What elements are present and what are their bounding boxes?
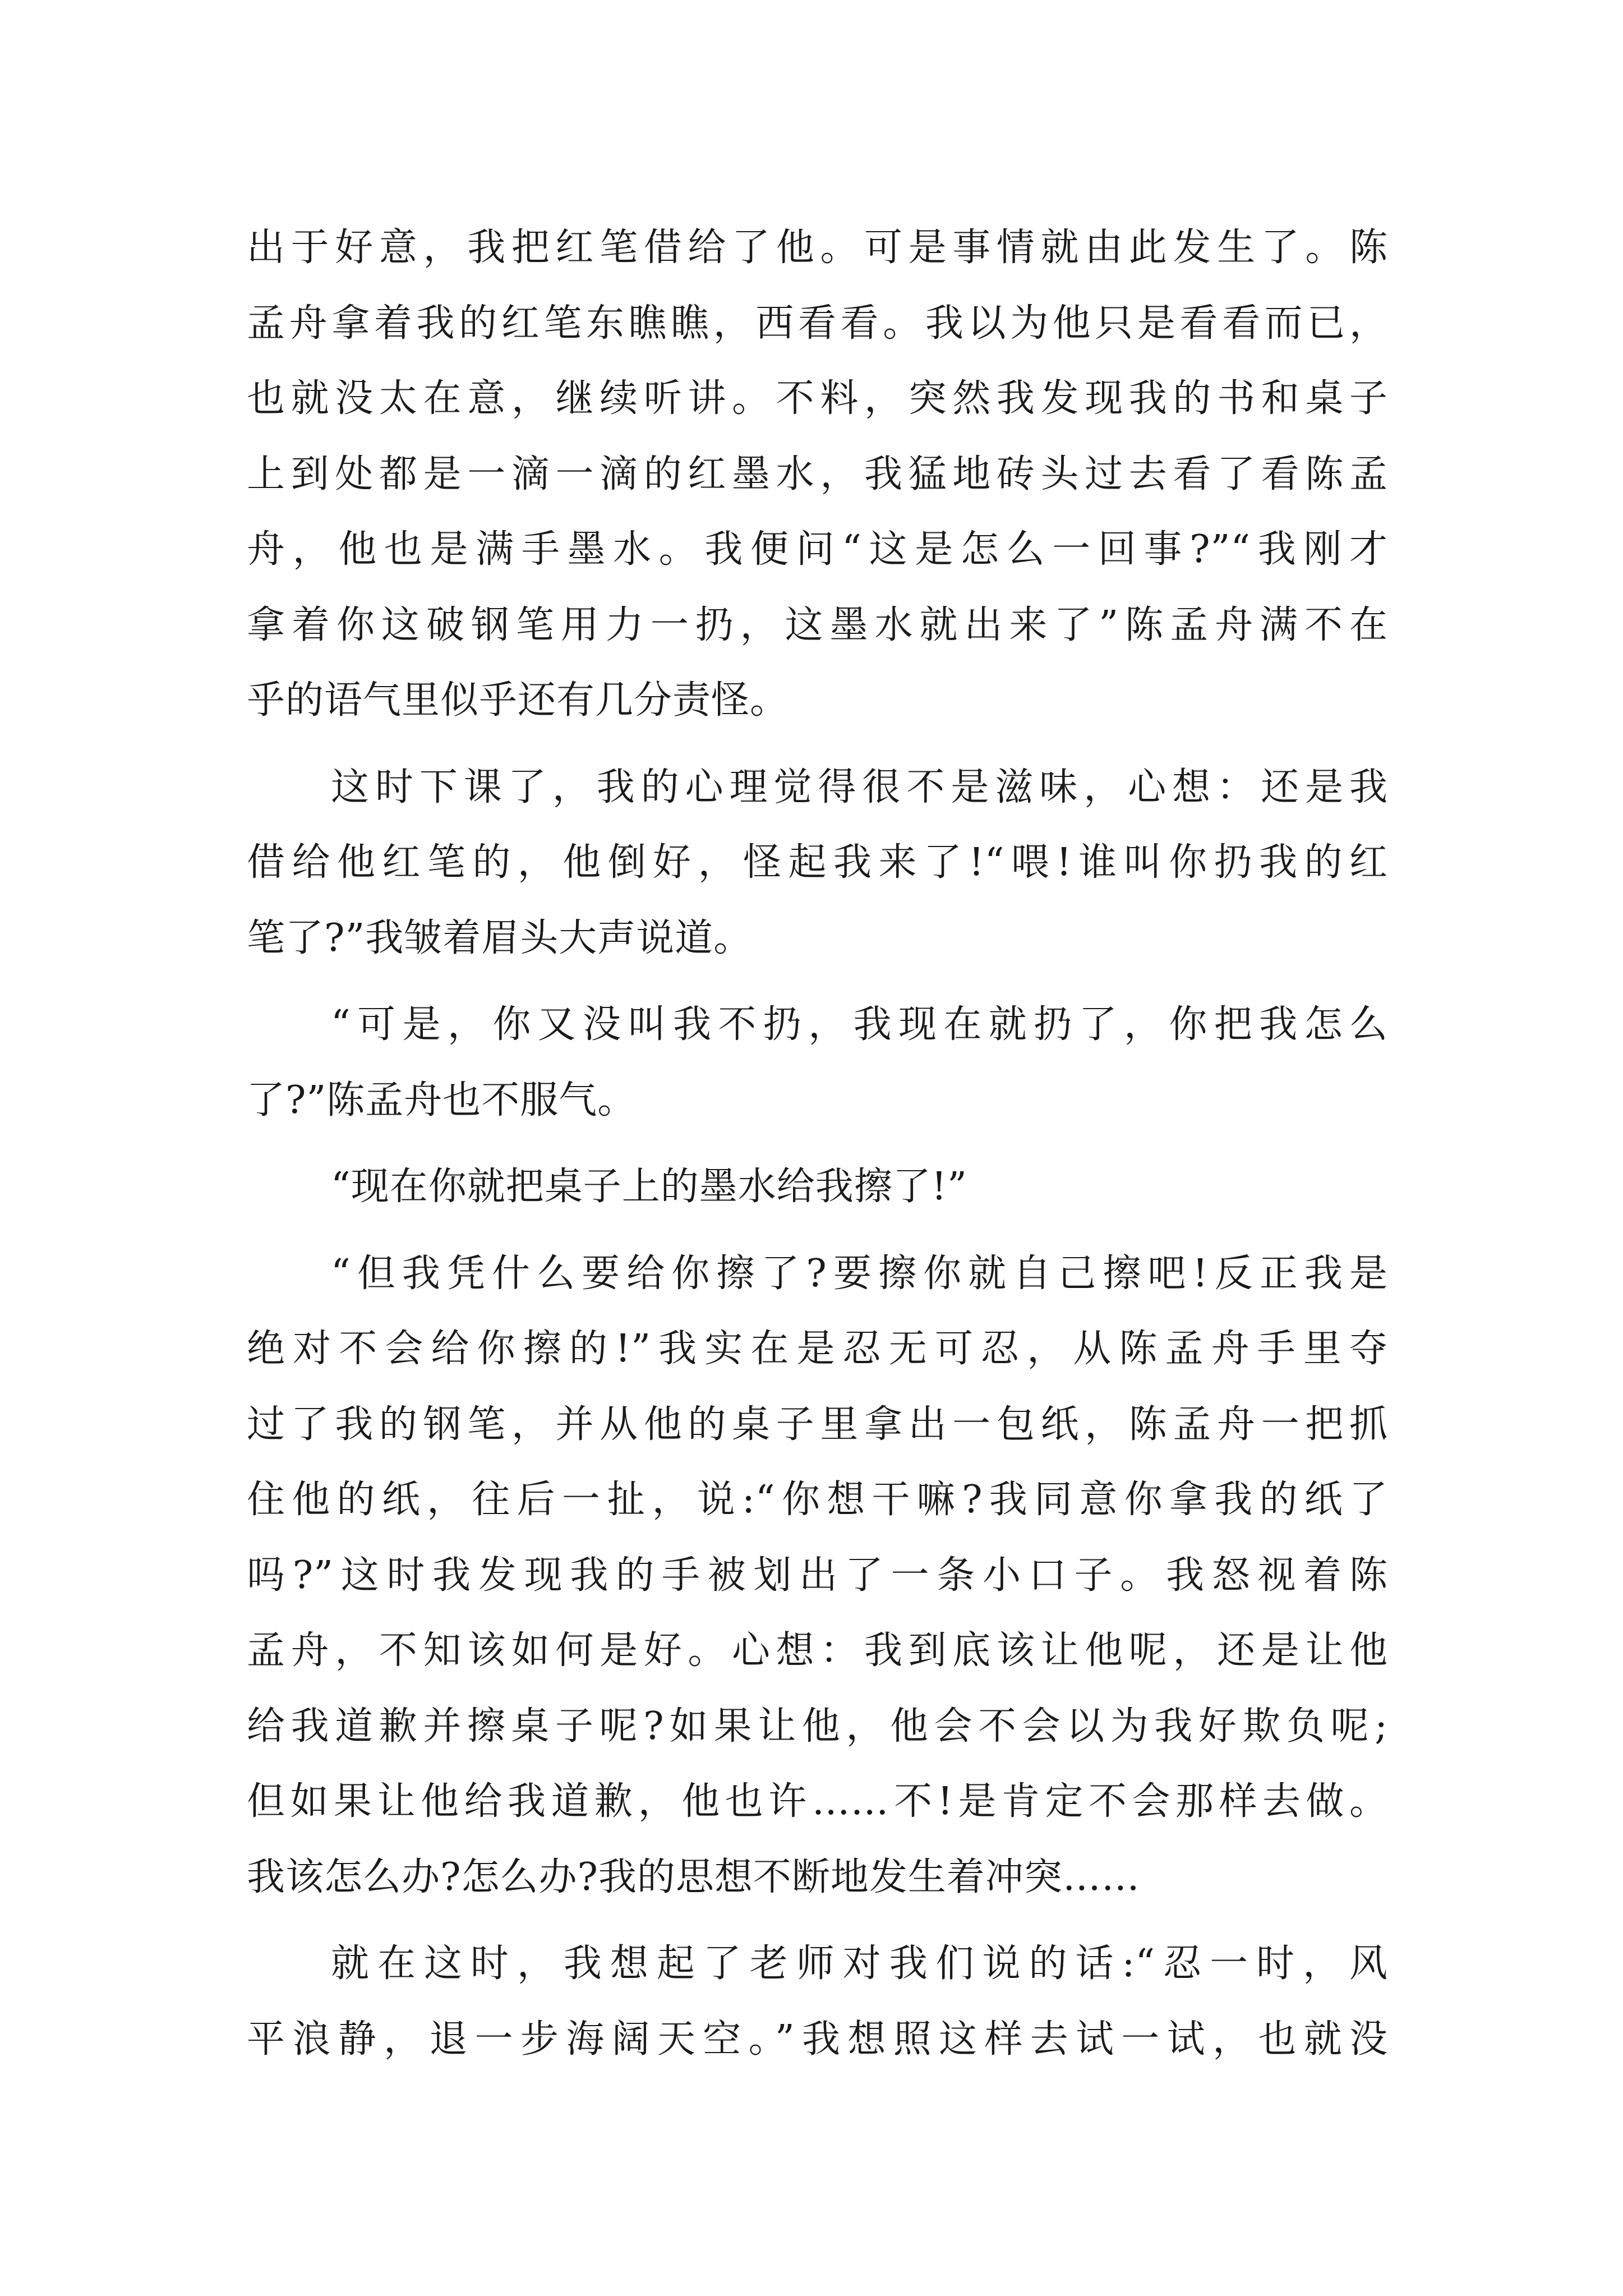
paragraph-gap: [247, 1225, 1388, 1236]
text-line: 了?”陈孟舟也不服气。: [247, 1078, 637, 1122]
text-line: 舟，他也是满手墨水。我便问“这是怎么一回事?”“我刚才: [247, 527, 1388, 572]
text-line: 出于好意，我把红笔借给了他。可是事情就由此发生了。陈: [247, 226, 1388, 270]
paragraph-gap: [247, 1138, 1388, 1149]
text-line: 绝对不会给你擦的!”我实在是忍无可忍，从陈孟舟手里夺: [247, 1327, 1388, 1371]
text-line: 孟舟拿着我的红笔东瞧瞧，西看看。我以为他只是看看而已，: [247, 301, 1388, 346]
text-line: “可是，你又没叫我不扔，我现在就扔了，你把我怎么: [331, 1002, 1388, 1047]
text-line: 拿着你这破钢笔用力一扔，这墨水就出来了”陈孟舟满不在: [247, 602, 1388, 647]
text-line: 这时下课了，我的心理觉得很不是滋味，心想：还是我: [331, 765, 1388, 809]
text-line: 孟舟，不知该如何是好。心想：我到底该让他呢，还是让他: [247, 1628, 1388, 1673]
text-line: 就在这时，我想起了老师对我们说的话:“忍一时，风: [331, 1941, 1388, 1986]
text-line: 也就没太在意，继续听讲。不料，突然我发现我的书和桌子: [247, 376, 1388, 421]
paragraph-gap: [247, 739, 1388, 750]
text-line: 住他的纸，往后一扯，说:“你想干嘛?我同意你拿我的纸了: [247, 1478, 1388, 1522]
paragraph-gap: [247, 1915, 1388, 1926]
essay-body: [247, 210, 1388, 2077]
text-line: “但我凭什么要给你擦了?要擦你就自己擦吧!反正我是: [331, 1251, 1388, 1296]
text-line: 给我道歉并擦桌子呢?如果让他，他会不会以为我好欺负呢;: [247, 1704, 1388, 1749]
text-line: 吗?”这时我发现我的手被划出了一条小口子。我怒视着陈: [247, 1553, 1388, 1598]
text-line: 借给他红笔的，他倒好，怪起我来了!“喂!谁叫你扔我的红: [247, 840, 1388, 885]
text-line: 上到处都是一滴一滴的红墨水，我猛地砖头过去看了看陈孟: [247, 452, 1388, 496]
text-line: 乎的语气里似乎还有几分责怪。: [247, 678, 789, 723]
text-line: 过了我的钢笔，并从他的桌子里拿出一包纸，陈孟舟一把抓: [247, 1402, 1388, 1447]
text-line: 我该怎么办?怎么办?我的思想不断地发生着冲突……: [247, 1855, 1140, 1899]
text-line: 但如果让他给我道歉，他也许……不!是肯定不会那样去做。: [247, 1779, 1388, 1824]
text-line: 平浪静，退一步海阔天空。”我想照这样去试一试，也就没: [247, 2017, 1388, 2062]
paragraph-gap: [247, 976, 1388, 987]
text-line: “现在你就把桌子上的墨水给我擦了!”: [331, 1165, 967, 1209]
text-line: 笔了?”我皱着眉头大声说道。: [247, 915, 753, 960]
